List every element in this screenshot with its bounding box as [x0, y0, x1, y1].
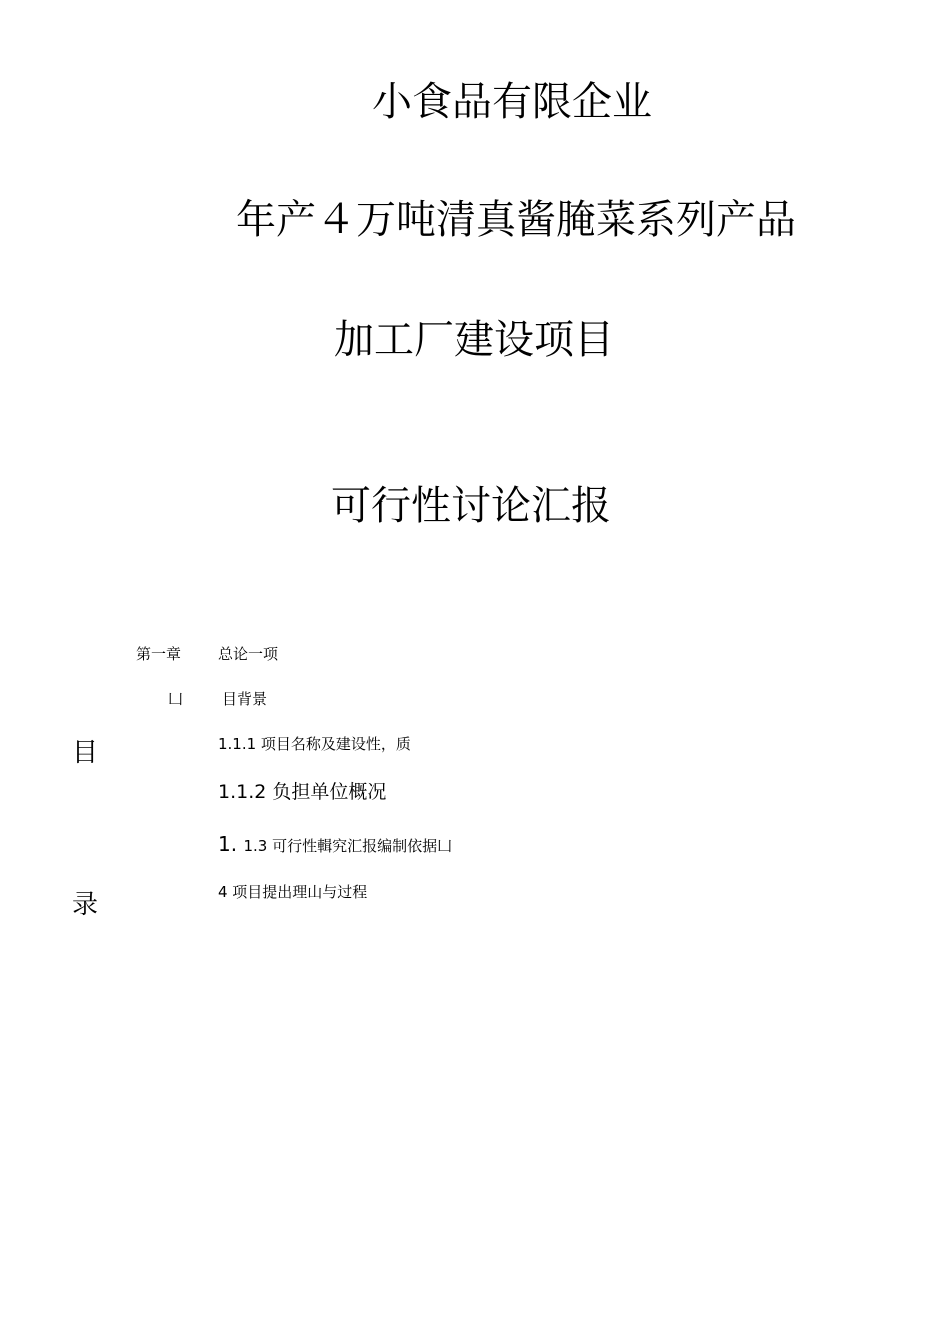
toc-chapter-label: 第一章 [136, 645, 182, 663]
report-title-doc-type: 可行性讨论汇报 [331, 483, 611, 529]
report-title-company: 小食品有限企业 [372, 79, 652, 125]
toc-section-number: 凵 [168, 690, 184, 708]
toc-section-title: 目背景 [222, 690, 268, 708]
toc-chapter-title: 总论一项 [218, 645, 279, 663]
toc-item-1-1-3-text: 1.3 可行性輯究汇报编制依据凵 [243, 837, 453, 855]
toc-item-1-1-2: 1.1.2 负担单位概况 [218, 781, 387, 803]
report-title-project: 加工厂建设项目 [334, 317, 614, 363]
toc-item-1-1-4: 4 项目提出理山与过程 [218, 883, 368, 901]
toc-heading-char-2: 录 [72, 890, 99, 920]
toc-item-1-1-1: 1.1.1 项目名称及建设性，质 [218, 735, 411, 753]
report-title-product: 年产４万吨清真酱腌菜系列产品 [236, 197, 796, 243]
toc-item-1-1-3-prefix: 1. [218, 832, 244, 856]
toc-heading-char-1: 目 [72, 738, 99, 768]
toc-item-1-1-3 [218, 834, 452, 856]
